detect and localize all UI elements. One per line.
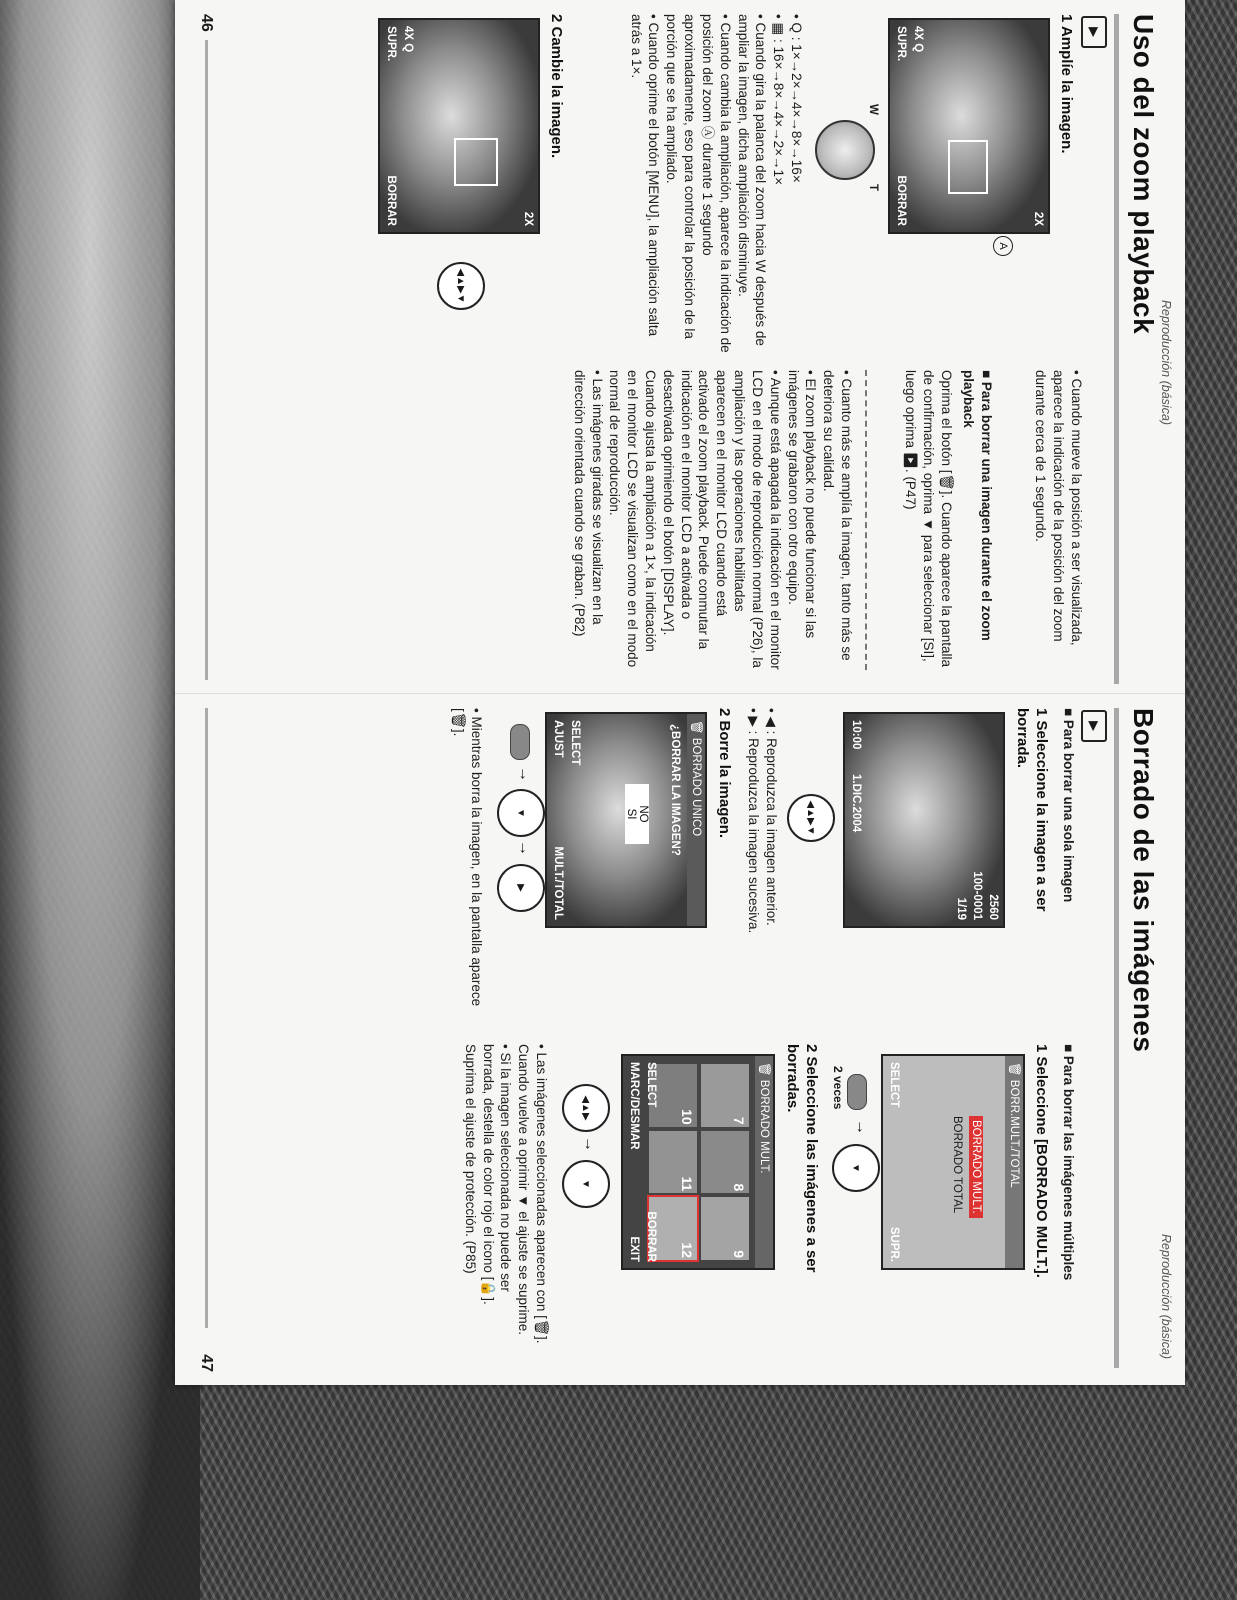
borrar-label: BORRAR [385,175,397,226]
cursor-down-icon: ▼ [562,1160,610,1208]
note-quality: • Cuanto más se amplía la imagen, tanto más se deteriora su calidad. [821,370,854,661]
date-label: 1.DIC.2004 [850,774,862,833]
multi-heading: ■ Para borrar las imágenes múltiples [1061,1044,1076,1281]
select-label: SELECT [569,720,581,766]
single-heading: ■ Para borrar una sola imagen [1061,708,1076,903]
thumbnail: 9 [701,1197,749,1260]
title-rule [1114,708,1119,1368]
right-page [175,693,1185,1386]
callout-a: A [993,236,1013,256]
section-label: Reproducción (básica) [1159,1234,1173,1360]
borrar-label: BORRAR [645,1211,657,1262]
cursor-down-icon: ▼ [832,1144,880,1192]
hand-photo-area [0,0,200,1600]
zoom-level: 2X [522,211,534,226]
nav-bullets [744,708,780,1008]
delete-button-icon [847,1074,867,1110]
bullet-lever: • Cuando gira la palanca del zoom hacia W después de ampliar la imagen, dicha ampliación disminuye. [735,14,769,346]
delete-question: ¿BORRAR LA IMAGEN? [669,724,681,856]
playback-icon: ▶ [1081,16,1107,48]
zoom-q: 4X Q [402,26,414,53]
page-number: 47 [198,1354,215,1372]
step-m1-heading: 1 Seleccione [BORRADO MULT.]. [1033,1044,1050,1278]
footer-rule [205,40,208,680]
zoom-screen-1 [888,18,1050,234]
section-label: Reproducción (básica) [1159,300,1173,426]
page-title: Borrado de las imágenes [1128,708,1159,1053]
step2-heading: 2 Borre la imagen. [716,708,733,839]
note-marked: • Las imágenes seleccionadas aparecen con [🗑]. Cuando vuelve a oprimir ▼ el ajuste se suprime. [516,1044,549,1344]
option-borrado-total: BORRADO TOTAL [951,1116,963,1214]
zoom-level: 2X [1032,211,1044,226]
thumbnail: 7 [701,1064,749,1127]
option-no: NO [637,805,649,823]
image-count: 1/19 [955,897,967,920]
screen-header: 🗑 BORRADO MULT. [755,1056,773,1268]
note-display: • Aunque está apagada la indicación en el monitor LCD en el modo de reproducción normal (P26), la ampliación y las operaciones habilitadas aparecen en el monitor LCD cuando está activado el zoom playback. Puede conmutar la indicación en el monitor LCD a activada o desactivada oprimiendo el botón [DISPLAY]. Cuando ajusta la ampliación a 1×, la indicación en el monitor LCD se visualizan como en el modo normal de reproducción. [607,370,783,670]
delete-confirm-screen [545,712,707,928]
note-protected: • Si la imagen seleccionada no puede ser borrada, destella de color rojo el icono [🔒]. Suprima el ajuste de protección. (P85) [462,1044,514,1305]
cursor-buttons-icon: ◀▲▶▼ [437,262,485,310]
page-number: 46 [198,14,215,32]
screen-header: 🗑 BORR.MULT./TOTAL [1005,1056,1023,1268]
option-si: SI [625,808,637,820]
bullet-previous: • ◀ : Reproduzca la imagen anterior. [764,708,779,926]
image-size: 2560 [987,894,999,920]
zoom-position-box [948,140,988,194]
dial-w: W [867,104,879,115]
multi-delete-menu-screen [881,1054,1025,1270]
left-page [175,0,1185,692]
thumbnail: 8 [701,1131,749,1194]
confirm-options [625,784,649,844]
thumbnail: 11 [649,1131,697,1194]
delete-text: Oprima el botón [🗑]. Cuando aparece la pantalla de confirmación, oprima ▼ para seleccionar [SI], luego oprima ▶. (P47) [903,370,954,668]
zoom-q: 4X Q [912,26,924,53]
ajust-label: AJUST [552,720,564,758]
cursor-right-icon: ▶ [497,864,545,912]
cursor-down-icon: ▼ [497,789,545,837]
arrow-icon: → [516,840,533,856]
note-other-equipment: • El zoom playback no puede funcionar si las imágenes se grabaron con otro equipo. [785,370,819,639]
file-number: 100-0001 [971,871,983,920]
select-label: SELECT [888,1062,900,1108]
thumbnail: 12 [649,1197,697,1260]
marc-label: MARC/DESMAR [628,1062,640,1150]
step1-heading: 1 Seleccione la imagen a ser borrada. [1014,708,1050,912]
borrar-label: BORRAR [895,175,907,226]
zoom-position-box [454,138,498,186]
multi-select-screen [621,1054,775,1270]
delete-bullet: • Mientras borra la imagen, en la pantalla aparece [🗑]. [451,708,484,1007]
bullet-zoom-in: • Q : 1×→2×→4×→8×→16× [789,14,804,183]
manual-spread [175,0,1185,1385]
bullet-zoom-out: • ▦ : 16×→8×→4×→2×→1× [771,14,787,185]
select-label: SELECT [645,1062,657,1108]
delete-heading: ■ Para borrar una imagen durante el zoom playback [961,370,994,641]
screen-header: 🗑 BORRADO UNICO [687,714,705,926]
bullet-next: • ▶ : Reproduzca la imagen sucesiva. [746,708,762,934]
arrow-icon: → [516,766,533,782]
cursor-buttons-icon: ◀▲▶ [562,1084,610,1132]
step1-heading: 1 Amplíe la imagen. [1058,14,1075,154]
thumbnail-grid [649,1064,749,1260]
col2-bullet: • Cuando mueve la posición a ser visualizada, aparece la indicación de la posición del zoom durante cerca de 1 segundo. [1033,370,1084,646]
bullet-position: • Cuando cambia la ampliación, aparece la indicación de posición del zoom Ⓐ durante 1 segundo aproximadamente, eso para controlar la posición de la porción que se ha ampliado. [664,14,733,353]
option-borrado-mult: BORRADO MULT. [969,1116,983,1218]
supr-label: SUPR. [895,26,907,62]
zoom-bullets [627,14,805,354]
step2-heading: 2 Cambie la imagen. [548,14,565,159]
cursor-buttons-icon: ◀▲▶▼ [787,794,835,842]
bullet-menu: • Cuando oprime el botón [MENU], la ampliación salta atrás a 1×. [628,14,662,337]
zoom-lever-dial [815,120,875,180]
time-label: 10:00 [850,720,862,750]
multi-notes [461,1044,550,1344]
arrow-icon: → [853,1119,870,1135]
exit-label: EXIT [628,1236,640,1262]
mult-label: MULT./TOTAL [552,846,564,920]
step-m2-heading: 2 Seleccione las imágenes a ser borradas. [784,1044,820,1273]
footer-rule [205,708,208,1328]
arrow-icon: → [581,1136,598,1152]
playback-icon: ▶ [1081,710,1107,742]
zoom-screen-2 [378,18,540,234]
page-title: Uso del zoom playback [1128,14,1159,335]
supr-label: SUPR. [888,1226,900,1262]
note-divider [865,370,867,670]
thumbnail: 10 [649,1064,697,1127]
notes [570,370,855,670]
playback-screen [843,712,1005,928]
note-rotated: • Las imágenes giradas se visualizan en la dirección orientada cuando se graban. (P82) [571,370,605,637]
dial-t: T [867,184,879,192]
press-twice-label: 2 veces [831,1066,845,1110]
supr-label: SUPR. [385,26,397,62]
delete-button-icon [510,724,530,760]
title-rule [1114,14,1119,684]
